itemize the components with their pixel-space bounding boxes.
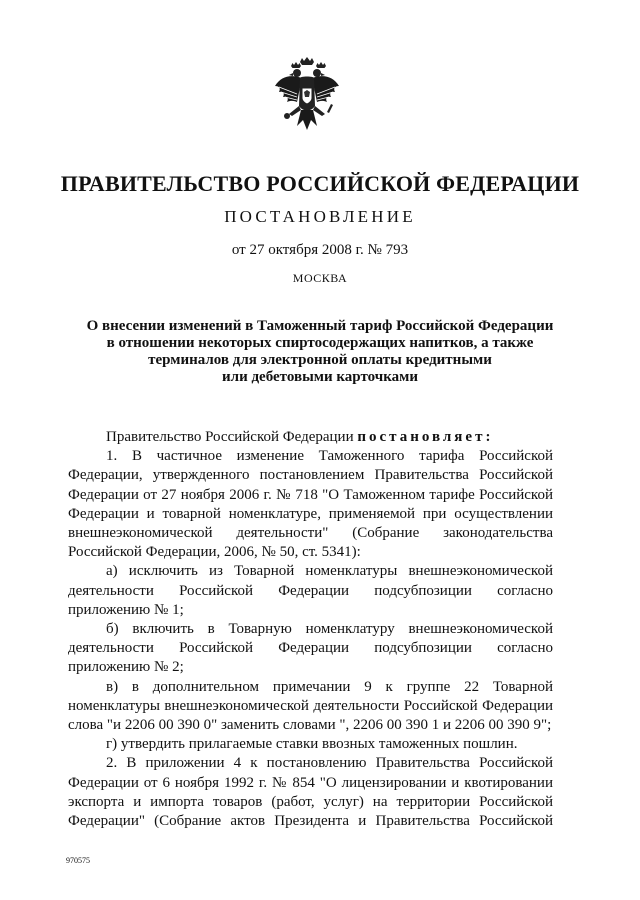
footer-code: 970575 — [66, 856, 90, 865]
paragraph-1: 1. В частичное изменение Таможенного тарифа Российской Федерации, утвержденного постановлением Правительства Российской Федерации от 27 ноября 2006 г. № 718 "О Таможенном тарифе Российской Федерации и товарной номенклатуре, применяемой при осуществлении внешнеэкономической деятельности" (Собрание законодательства Российской Федерации, 2006, № 50, ст. 5341): — [68, 448, 553, 561]
paragraph-1d: г) утвердить прилагаемые ставки ввозных таможенных пошлин. — [106, 736, 518, 753]
document-date-number: от 27 октября 2008 г. № 793 — [231, 242, 409, 258]
decree-intro — [68, 428, 553, 447]
subject-line: или дебетовыми карточками — [222, 369, 418, 385]
subject-line: терминалов для электронной оплаты кредитными — [148, 352, 492, 368]
paragraph-1a: а) исключить из Товарной номенклатуры внешнеэкономической деятельности Российской Федерации подсубпозиции согласно приложению № 1; — [68, 563, 553, 618]
coat-of-arms-icon — [273, 56, 341, 136]
government-title: ПРАВИТЕЛЬСТВО РОССИЙСКОЙ ФЕДЕРАЦИИ — [60, 171, 580, 196]
subject-line: О внесении изменений в Таможенный тариф Российской Федерации — [86, 318, 554, 334]
document-type: ПОСТАНОВЛЕНИЕ — [224, 207, 416, 226]
document-body — [68, 428, 553, 831]
paragraph-2: 2. В приложении 4 к постановлению Правительства Российской Федерации от 6 ноября 1992 г. № 854 "О лицензировании и квотировании экспорта и импорта товаров (работ, услуг) на территории Российской Федерации" (Собрание актов Президента и Правительства Российской — [68, 755, 553, 830]
intro-prefix: Правительство Российской Федерации — [106, 429, 358, 445]
document-city: МОСКВА — [292, 271, 348, 285]
subject-line: в отношении некоторых спиртосодержащих напитков, а также — [106, 335, 534, 351]
document-subject — [0, 318, 640, 386]
paragraph-1c: в) в дополнительном примечании 9 к группе 22 Товарной номенклатуры внешнеэкономической деятельности Российской Федерации слова "и 2206 00 390 0" заменить словами ", 2206 00 390 1 и 2206 00 390 9"; — [68, 678, 553, 734]
paragraph-1b: б) включить в Товарную номенклатуру внешнеэкономической деятельности Российской Федерации подсубпозиции согласно приложению № 2; — [68, 621, 553, 676]
decree-verb: постановляет: — [357, 429, 494, 445]
